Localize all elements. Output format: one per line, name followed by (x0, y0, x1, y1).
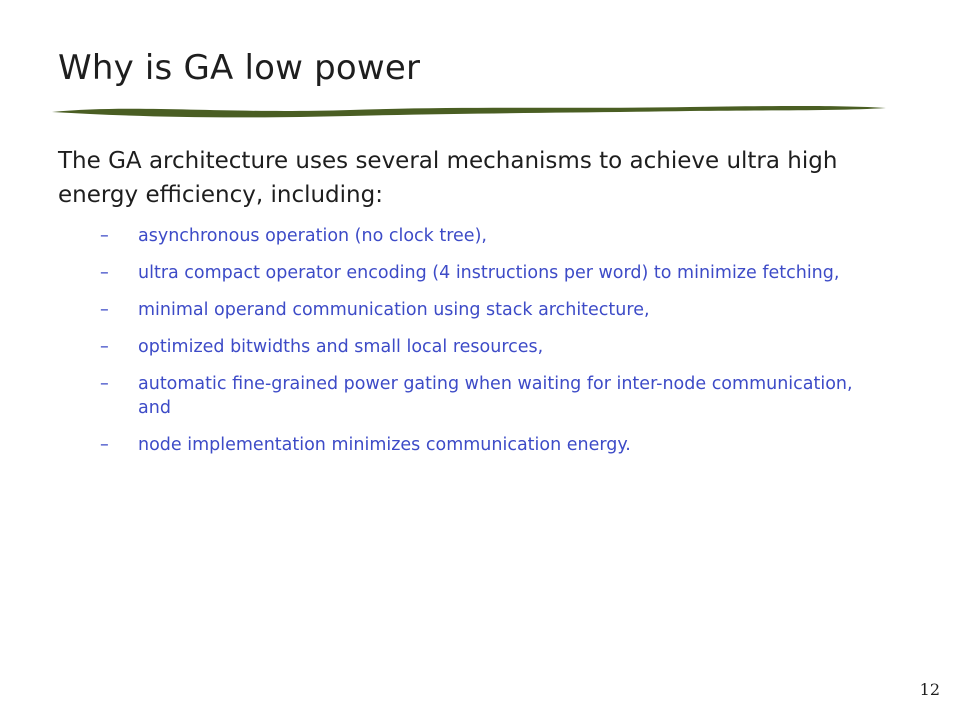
bullet-text: node implementation minimizes communication energy. (138, 435, 631, 455)
bullet-text: ultra compact operator encoding (4 instructions per word) to minimize fetching, (138, 263, 840, 283)
bullet-text: automatic fine-grained power gating when waiting for inter-node communication, and (138, 374, 853, 418)
bullet-list (100, 224, 870, 470)
bullet-item (100, 298, 870, 322)
bullet-text: minimal operand communication using stack architecture, (138, 300, 650, 320)
title-underline-stroke (50, 100, 890, 124)
dash-marker: – (100, 300, 109, 320)
dash-marker: – (100, 226, 109, 246)
dash-marker: – (100, 263, 109, 283)
dash-marker: – (100, 374, 109, 394)
bullet-text: optimized bitwidths and small local resources, (138, 337, 544, 357)
title-underline-path (52, 106, 886, 117)
slide-title: Why is GA low power (58, 48, 421, 88)
bullet-item (100, 261, 870, 285)
bullet-item (100, 224, 870, 248)
bullet-item (100, 335, 870, 359)
bullet-text: asynchronous operation (no clock tree), (138, 226, 487, 246)
page-number: 12 (919, 680, 940, 699)
bullet-item (100, 372, 870, 420)
bullet-item (100, 433, 870, 457)
intro-paragraph: The GA architecture uses several mechanisms to achieve ultra high energy efficiency, including: (58, 148, 838, 208)
dash-marker: – (100, 337, 109, 357)
dash-marker: – (100, 435, 109, 455)
